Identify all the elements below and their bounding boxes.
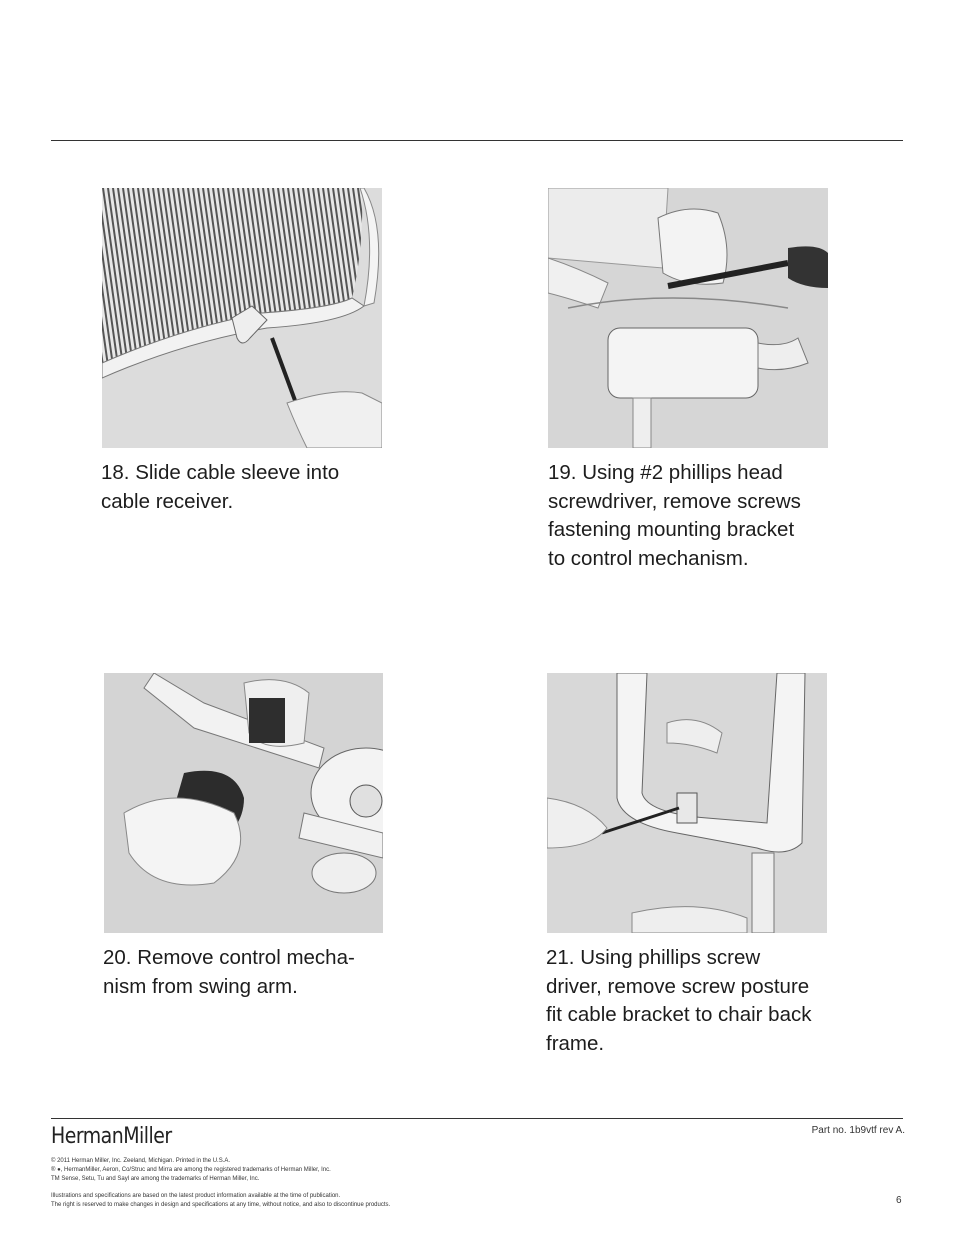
step-18-caption: 18. Slide cable sleeve into cable receiver. xyxy=(101,461,340,513)
herman-miller-logo: HermanMiller xyxy=(51,1124,172,1149)
control-mechanism-drawing xyxy=(104,673,383,933)
part-number: Part no. 1b9vtf rev A. xyxy=(811,1125,905,1136)
step-19-caption: 19. Using #2 phillips head screwdriver, remove screws fastening mounting bracket to control mechanism. xyxy=(548,461,801,570)
mesh-cable-drawing xyxy=(102,188,382,448)
legal-line: Illustrations and specifications are based on the latest product information available at the time of publication. xyxy=(51,1193,341,1199)
step-18-illustration xyxy=(102,188,382,448)
top-divider xyxy=(51,140,903,141)
legal-line: ® ●, HermanMiller, Aeron, Co/Struc and Mirra are among the registered trademarks of Herman Miller, Inc. xyxy=(51,1167,331,1173)
step-21-caption: 21. Using phillips screw driver, remove screw posture fit cable bracket to chair back frame. xyxy=(546,946,812,1055)
legal-line: The right is reserved to make changes in design and specifications at any time, without notice, and also to discontinue products. xyxy=(51,1202,391,1208)
page-number: 6 xyxy=(896,1195,902,1206)
step-20-caption: 20. Remove control mecha- nism from swing arm. xyxy=(103,946,355,998)
footer-divider xyxy=(51,1118,903,1119)
posture-fit-bracket-drawing xyxy=(547,673,827,933)
step-20-illustration xyxy=(104,673,383,933)
step-19-illustration xyxy=(548,188,828,448)
legal-line: TM Sense, Setu, Tu and Sayl are among the trademarks of Herman Miller, Inc. xyxy=(51,1176,260,1182)
step-21-illustration xyxy=(547,673,827,933)
legal-line: © 2011 Herman Miller, Inc. Zeeland, Michigan. Printed in the U.S.A. xyxy=(51,1158,231,1164)
screwdriver-control-drawing xyxy=(548,188,828,448)
